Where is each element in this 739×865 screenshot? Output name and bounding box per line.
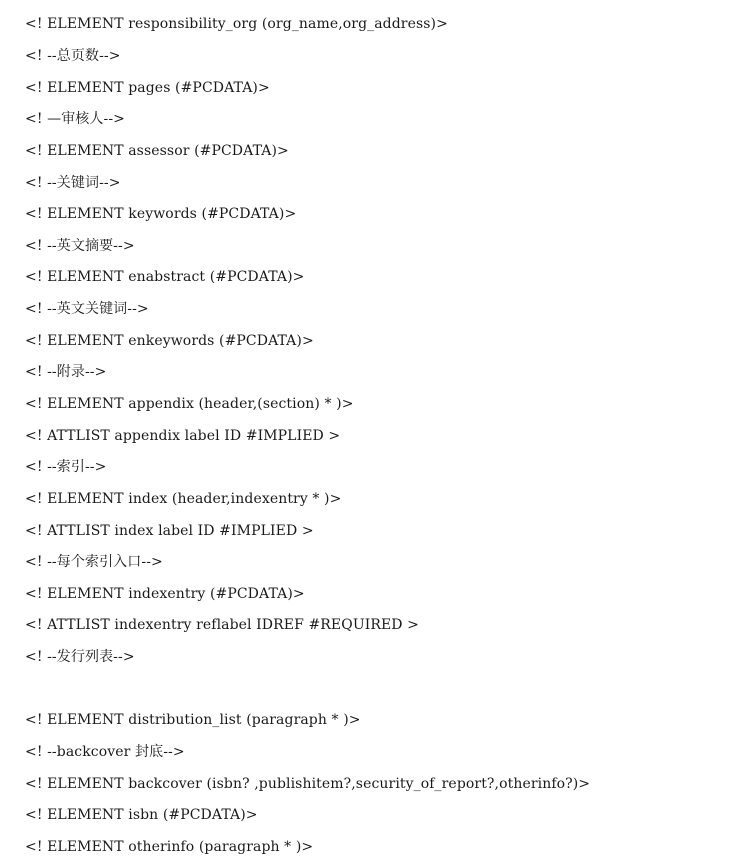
dtd-comment-line: <! --附录-->: [25, 364, 107, 380]
dtd-line: <! ATTLIST index label ID #IMPLIED >: [25, 523, 314, 539]
dtd-line: <! ELEMENT responsibility_org (org_name,org_address)>: [25, 16, 448, 32]
dtd-comment-line: <! --每个索引入口-->: [25, 554, 163, 570]
dtd-comment-line: <! --发行列表-->: [25, 649, 135, 665]
dtd-comment-line: <! --backcover 封底-->: [25, 744, 185, 760]
dtd-line: <! ELEMENT otherinfo (paragraph * )>: [25, 839, 314, 855]
dtd-line: <! ELEMENT backcover (isbn? ,publishitem?,security_of_report?,otherinfo?)>: [25, 776, 591, 792]
dtd-line: <! ELEMENT isbn (#PCDATA)>: [25, 807, 258, 823]
dtd-line: <! ELEMENT appendix (header,(section) * )>: [25, 396, 354, 412]
dtd-line: <! ELEMENT index (header,indexentry * )>: [25, 491, 342, 507]
dtd-line: <! ELEMENT indexentry (#PCDATA)>: [25, 586, 305, 602]
dtd-line: <! ELEMENT distribution_list (paragraph * )>: [25, 712, 361, 728]
dtd-comment-line: <! --英文摘要-->: [25, 238, 135, 254]
dtd-line: <! ATTLIST indexentry reflabel IDREF #REQUIRED >: [25, 617, 420, 633]
dtd-line: <! ELEMENT keywords (#PCDATA)>: [25, 206, 297, 222]
dtd-line: <! ELEMENT enkeywords (#PCDATA)>: [25, 333, 314, 349]
dtd-line: <! ELEMENT pages (#PCDATA)>: [25, 80, 270, 96]
dtd-comment-line: <! --英文关键词-->: [25, 301, 149, 317]
dtd-comment-line: <! --索引-->: [25, 459, 107, 475]
dtd-line: <! ELEMENT enabstract (#PCDATA)>: [25, 269, 305, 285]
dtd-comment-line: <! —审核人-->: [25, 111, 125, 127]
dtd-line: <! ELEMENT assessor (#PCDATA)>: [25, 143, 289, 159]
dtd-comment-line: <! --总页数-->: [25, 48, 121, 64]
dtd-line: <! ATTLIST appendix label ID #IMPLIED >: [25, 428, 341, 444]
dtd-comment-line: <! --关键词-->: [25, 175, 121, 191]
